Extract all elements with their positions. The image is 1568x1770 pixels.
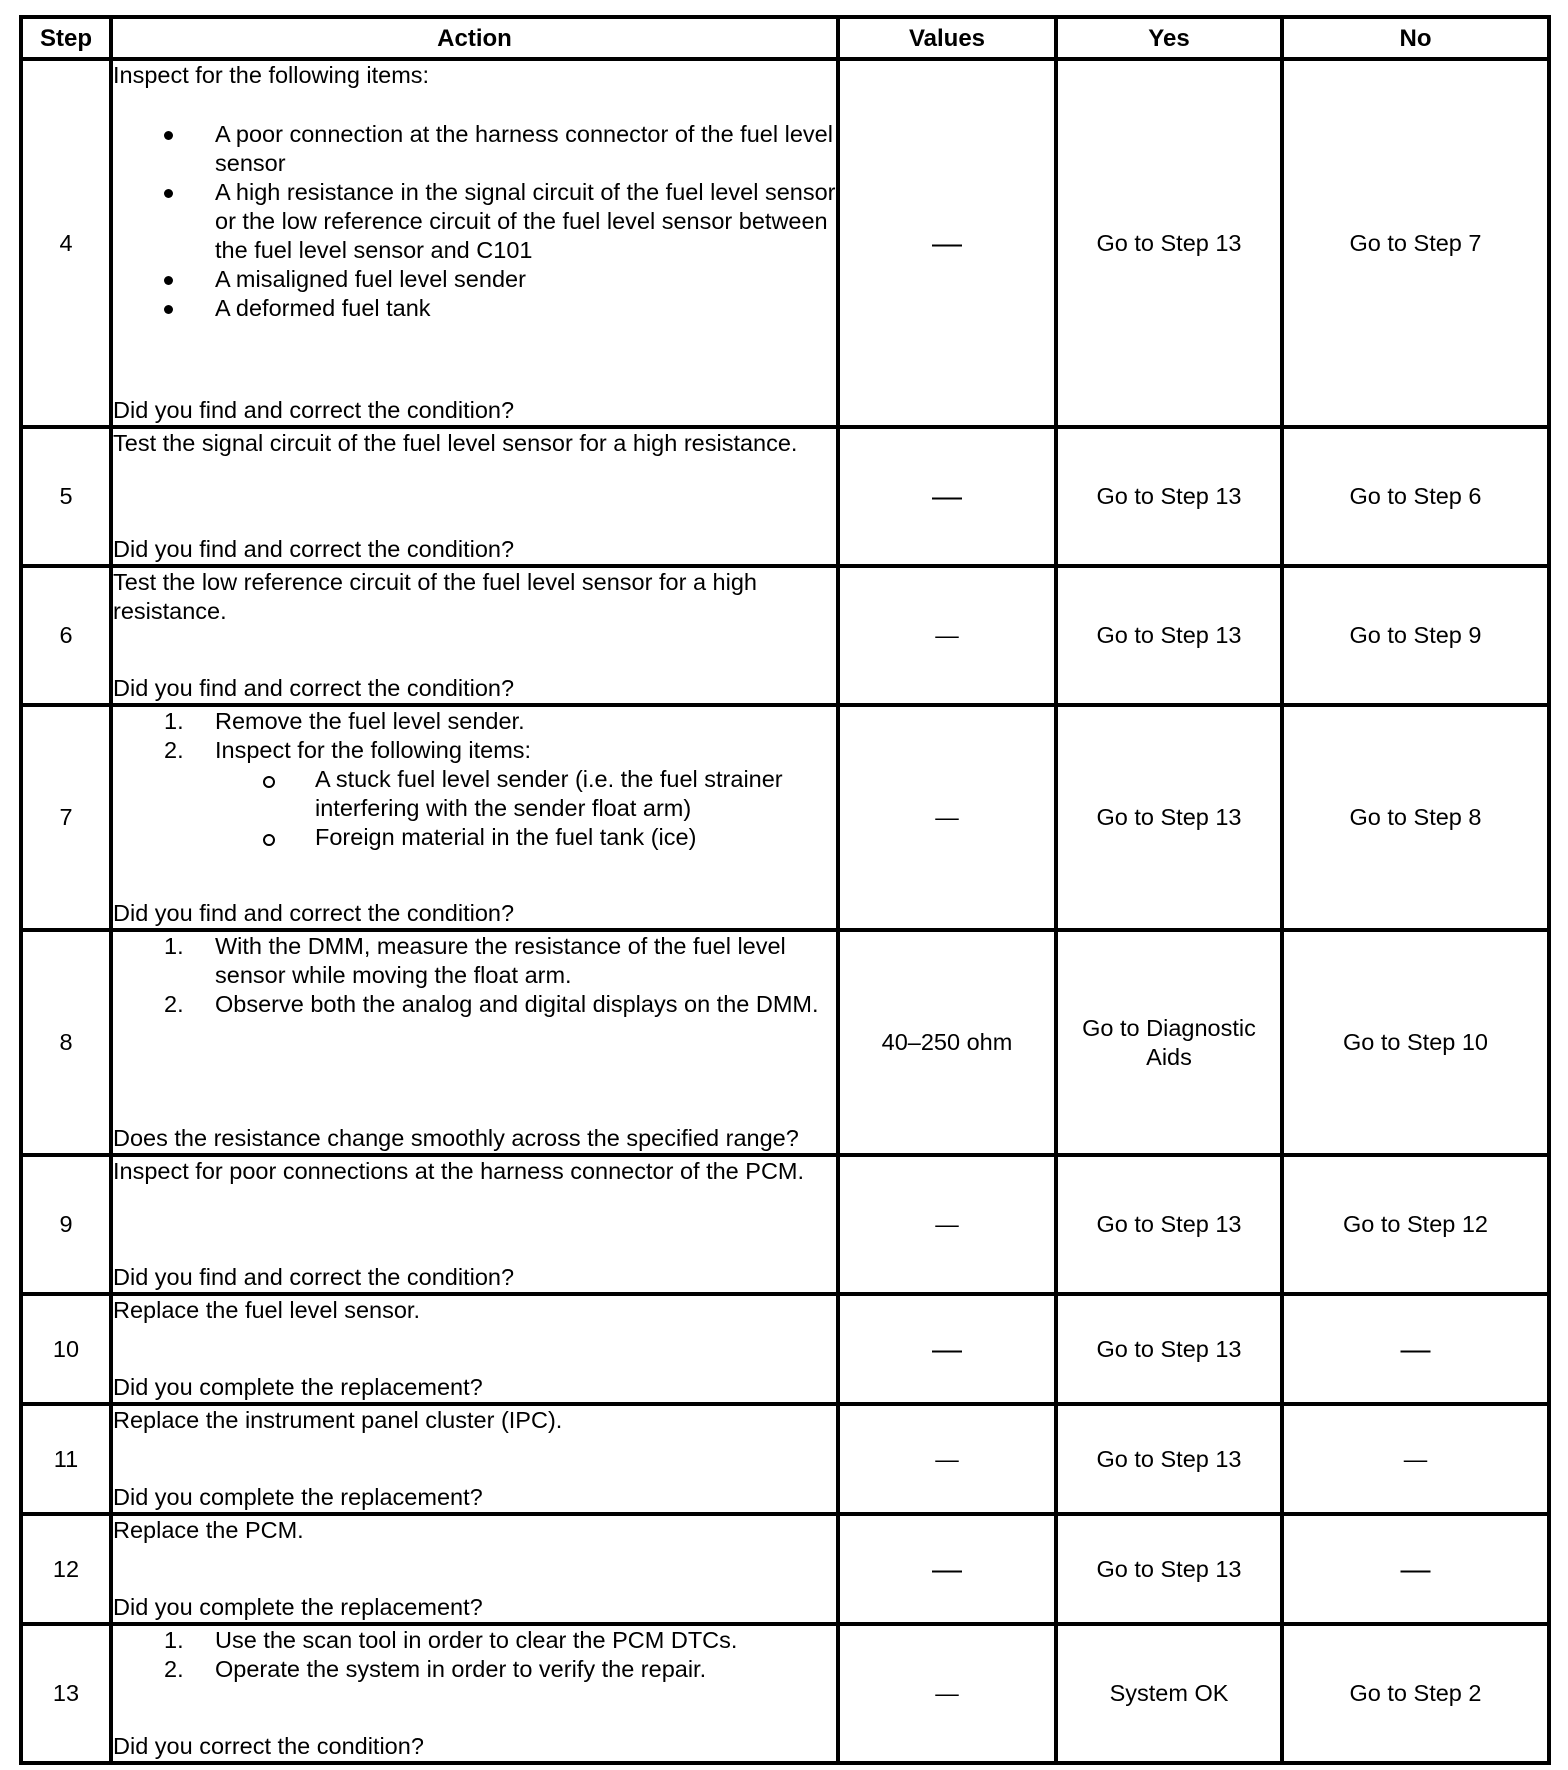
header-values: Values [838, 17, 1056, 59]
value-cell: — [838, 1514, 1056, 1624]
step-number: 8 [21, 930, 111, 1155]
list-marker: 1. [164, 708, 184, 734]
value-cell: 40–250 ohm [838, 930, 1056, 1155]
list-item [113, 932, 836, 990]
yes-cell: Go to Step 13 [1056, 705, 1282, 930]
action-cell [111, 1624, 838, 1763]
table-row [21, 566, 1549, 705]
sub-list-item: A stuck fuel level sender (i.e. the fuel strainer interfering with the sender float arm) [213, 765, 836, 823]
table-row [21, 1404, 1549, 1514]
action-question: Did you correct the condition? [113, 1733, 424, 1759]
yes-cell: Go to Step 13 [1056, 1404, 1282, 1514]
list-item-text: Inspect for the following items: [215, 737, 532, 763]
list-item-text: Observe both the analog and digital displays on the DMM. [215, 991, 819, 1017]
list-marker: 2. [164, 737, 184, 763]
diagnostic-table [19, 15, 1551, 1765]
list-item-text: Use the scan tool in order to clear the PCM DTCs. [215, 1627, 738, 1653]
yes-cell: Go to Step 13 [1056, 427, 1282, 566]
list-item: A high resistance in the signal circuit of the fuel level sensor or the low reference circuit of the fuel level sensor between the fuel level sensor and C101 [113, 178, 836, 265]
header-yes: Yes [1056, 17, 1282, 59]
list-item [113, 1626, 836, 1655]
step-number: 5 [21, 427, 111, 566]
list-item [113, 990, 836, 1019]
no-cell: — [1282, 1404, 1549, 1514]
table-row [21, 59, 1549, 427]
header-no: No [1282, 17, 1549, 59]
step-number: 10 [21, 1294, 111, 1404]
step-number: 13 [21, 1624, 111, 1763]
action-text: Replace the instrument panel cluster (IPC). [113, 1407, 563, 1433]
value-cell: — [838, 1624, 1056, 1763]
step-number: 9 [21, 1155, 111, 1294]
step-number: 12 [21, 1514, 111, 1624]
action-question: Did you complete the replacement? [113, 1484, 483, 1510]
no-cell: Go to Step 10 [1282, 930, 1549, 1155]
list-marker: 2. [164, 1656, 184, 1682]
action-cell [111, 1514, 838, 1624]
list-item: A poor connection at the harness connector of the fuel level sensor [113, 120, 836, 178]
table-row [21, 705, 1549, 930]
action-question: Did you find and correct the condition? [113, 397, 515, 423]
no-cell: Go to Step 7 [1282, 59, 1549, 427]
action-question: Did you find and correct the condition? [113, 900, 515, 926]
yes-cell: Go to Step 13 [1056, 1514, 1282, 1624]
bullet-list [113, 120, 836, 323]
value-cell: — [838, 1294, 1056, 1404]
yes-cell: Go to Diagnostic Aids [1056, 930, 1282, 1155]
table-row [21, 1294, 1549, 1404]
list-item-text: Operate the system in order to verify the repair. [215, 1656, 707, 1682]
action-cell [111, 1404, 838, 1514]
action-text: Test the low reference circuit of the fuel level sensor for a high resistance. [113, 569, 757, 624]
action-question: Did you complete the replacement? [113, 1374, 483, 1400]
list-marker: 1. [164, 933, 184, 959]
action-cell [111, 705, 838, 930]
step-number: 11 [21, 1404, 111, 1514]
list-item: A deformed fuel tank [113, 294, 836, 323]
sub-list [213, 765, 836, 852]
list-item: A misaligned fuel level sender [113, 265, 836, 294]
action-intro: Inspect for the following items: [113, 62, 430, 88]
header-step: Step [21, 17, 111, 59]
yes-cell: System OK [1056, 1624, 1282, 1763]
step-number: 6 [21, 566, 111, 705]
value-cell: — [838, 427, 1056, 566]
no-cell: Go to Step 6 [1282, 427, 1549, 566]
action-cell [111, 427, 838, 566]
table-row [21, 1514, 1549, 1624]
table-row [21, 930, 1549, 1155]
value-cell: — [838, 1155, 1056, 1294]
action-cell [111, 59, 838, 427]
action-question: Did you find and correct the condition? [113, 1264, 515, 1290]
list-marker: 1. [164, 1627, 184, 1653]
no-cell: Go to Step 9 [1282, 566, 1549, 705]
action-text: Replace the fuel level sensor. [113, 1297, 420, 1323]
action-question: Did you find and correct the condition? [113, 675, 515, 701]
no-cell: — [1282, 1514, 1549, 1624]
action-question: Did you find and correct the condition? [113, 536, 515, 562]
no-cell: Go to Step 12 [1282, 1155, 1549, 1294]
action-cell [111, 1294, 838, 1404]
action-question: Did you complete the replacement? [113, 1594, 483, 1620]
sub-list-item: Foreign material in the fuel tank (ice) [213, 823, 836, 852]
no-cell: — [1282, 1294, 1549, 1404]
value-cell: — [838, 705, 1056, 930]
value-cell: — [838, 59, 1056, 427]
header-action: Action [111, 17, 838, 59]
yes-cell: Go to Step 13 [1056, 59, 1282, 427]
list-item [113, 707, 836, 736]
no-cell: Go to Step 8 [1282, 705, 1549, 930]
numbered-list [113, 932, 836, 1019]
list-item [113, 1655, 836, 1684]
list-item-text: With the DMM, measure the resistance of the fuel level sensor while moving the float arm. [215, 933, 786, 988]
value-cell: — [838, 1404, 1056, 1514]
table-row [21, 1155, 1549, 1294]
action-text: Replace the PCM. [113, 1517, 304, 1543]
numbered-list [113, 707, 836, 852]
step-number: 7 [21, 705, 111, 930]
yes-cell: Go to Step 13 [1056, 566, 1282, 705]
table-row [21, 1624, 1549, 1763]
list-item [113, 736, 836, 852]
step-number: 4 [21, 59, 111, 427]
yes-cell: Go to Step 13 [1056, 1155, 1282, 1294]
header-row [21, 17, 1549, 59]
numbered-list [113, 1626, 836, 1684]
table-row [21, 427, 1549, 566]
yes-cell: Go to Step 13 [1056, 1294, 1282, 1404]
action-cell [111, 1155, 838, 1294]
action-text: Test the signal circuit of the fuel level sensor for a high resistance. [113, 430, 798, 456]
action-text: Inspect for poor connections at the harness connector of the PCM. [113, 1158, 805, 1184]
no-cell: Go to Step 2 [1282, 1624, 1549, 1763]
action-cell [111, 566, 838, 705]
action-question: Does the resistance change smoothly across the specified range? [113, 1125, 799, 1151]
list-item-text: Remove the fuel level sender. [215, 708, 525, 734]
list-marker: 2. [164, 991, 184, 1017]
action-cell [111, 930, 838, 1155]
value-cell: — [838, 566, 1056, 705]
